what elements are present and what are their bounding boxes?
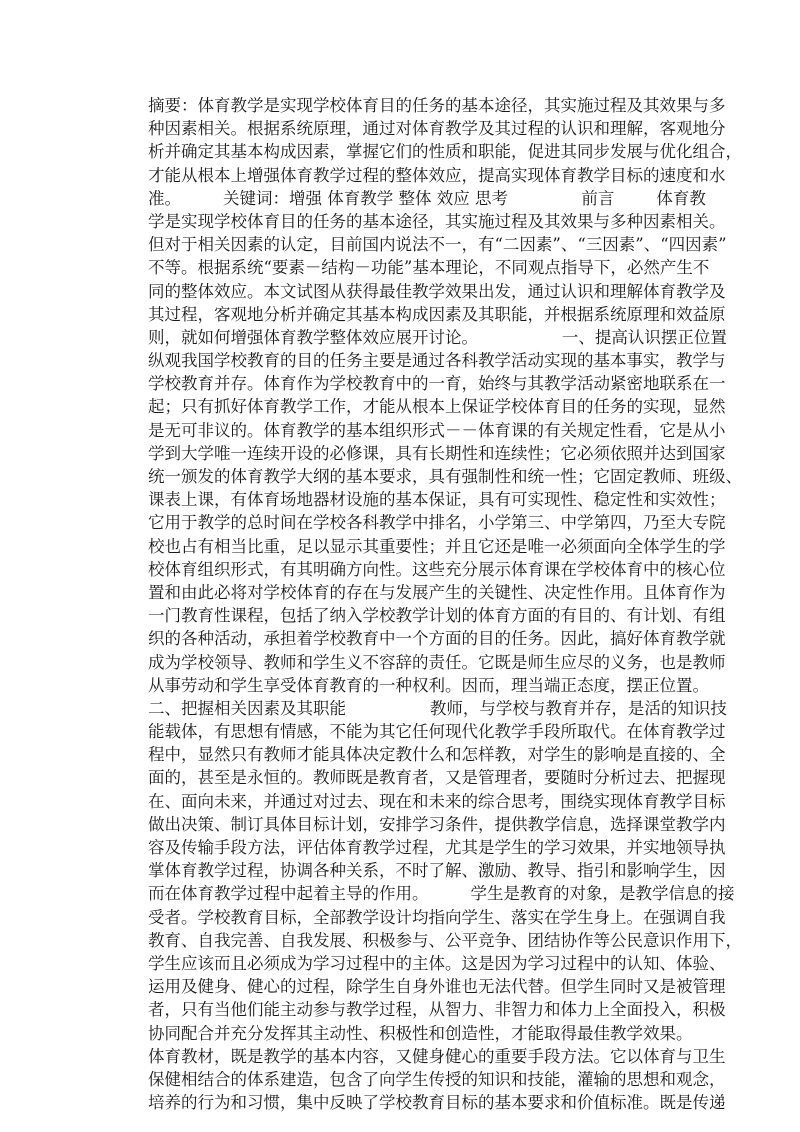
- text-line: 学生应该而且必须成为学习过程中的主体。这是因为学习过程中的认知、体验、: [148, 953, 726, 973]
- text-line: 受者。学校教育目标，全部教学设计均指向学生、落实在学生身上。在强调自我: [148, 907, 726, 927]
- text-line: 保健相结合的体系建造，包含了向学生传授的知识和技能，灌输的思想和观念，: [148, 1069, 726, 1089]
- text-line: 纵观我国学校教育的目的任务主要是通过各科教学活动实现的基本事实，教学与: [148, 351, 726, 371]
- text-line: 面的，甚至是永恒的。教师既是教育者，又是管理者，要随时分析过去、把握现: [148, 768, 726, 788]
- text-line: 准。 关键词：增强 体育教学 整体 效应 思考 前言 体育教: [148, 188, 706, 208]
- text-line: 培养的行为和习惯，集中反映了学校教育目标的基本要求和价值标准。既是传递: [148, 1093, 726, 1113]
- text-line: 成为学校领导、教师和学生义不容辞的责任。它既是师生应尽的义务，也是教师: [148, 652, 726, 672]
- text-line: 析并确定其基本构成因素，掌握它们的性质和职能，促进其同步发展与优化组合，: [148, 142, 742, 162]
- text-line: 才能从根本上增强体育教学过程的整体效应，提高实现体育教学目标的速度和水: [148, 165, 726, 185]
- text-line: 校体育组织形式，有其明确方向性。这些充分展示体育课在学校体育中的核心位: [148, 559, 726, 579]
- text-line: 能载体，有思想有情感，不能为其它任何现代化教学手段所取代。在体育教学过: [148, 722, 726, 742]
- text-line: 在、面向未来，并通过对过去、现在和未来的综合思考，围绕实现体育教学目标: [148, 791, 726, 811]
- text-line: 一门教育性课程，包括了纳入学校教学计划的体育方面的有目的、有计划、有组: [148, 606, 726, 626]
- text-line: 同的整体效应。本文试图从获得最佳教学效果出发，通过认识和理解体育教学及: [148, 281, 726, 301]
- text-line: 学校教育并存。体育作为学校教育中的一育，始终与其教学活动紧密地联系在一: [148, 374, 726, 394]
- text-line: 但对于相关因素的认定，目前国内说法不一，有“二因素”、“三因素”、“四因素”: [148, 235, 727, 255]
- text-line: 是无可非议的。体育教学的基本组织形式－－体育课的有关规定性看，它是从小: [148, 420, 726, 440]
- text-line: 课表上课，有体育场地器材设施的基本保证，具有可实现性、稳定性和实效性；: [148, 490, 726, 510]
- text-line: 不等。根据系统“要素－结构－功能”基本理论，不同观点指导下，必然产生不: [148, 258, 710, 278]
- text-line: 校也占有相当比重，足以显示其重要性；并且它还是唯一必须面向全体学生的学: [148, 536, 726, 556]
- text-line: 协同配合并充分发挥其主动性、积极性和创造性，才能取得最佳教学效果。: [148, 1023, 693, 1043]
- text-line: 则，就如何增强体育教学整体效应展开讨论。 一、提高认识摆正位置: [148, 327, 727, 347]
- text-line: 起；只有抓好体育教学工作，才能从根本上保证学校体育目的任务的实现，显然: [148, 397, 726, 417]
- text-line: 学是实现学校体育目的任务的基本途径，其实施过程及其效果与多种因素相关。: [148, 211, 726, 231]
- text-line: 容及传输手段方法，评估体育教学过程，尤其是学生的学习效果，并实地领导执: [148, 838, 726, 857]
- text-line: 统一颁发的体育教学大纲的基本要求，具有强制性和统一性；它固定教师、班级、: [148, 467, 742, 486]
- text-line: 它用于教学的总时间在学校各科教学中排名，小学第三、中学第四，乃至大专院: [148, 513, 726, 533]
- text-line: 从事劳动和学生享受体育教育的一种权利。因而，理当端正态度，摆正位置。: [148, 675, 709, 695]
- document-body: [148, 94, 742, 1114]
- text-line: 学到大学唯一连续开设的必修课，具有长期性和连续性；它必须依照并达到国家: [148, 443, 726, 463]
- text-line: 掌体育教学过程，协调各种关系，不时了解、激励、教导、指引和影响学生，因: [148, 861, 726, 881]
- text-line: 做出决策、制订具体目标计划，安排学习条件，提供教学信息，选择课堂教学内: [148, 814, 726, 834]
- text-line: 其过程，客观地分析并确定其基本构成因素及其职能，并根据系统原理和效益原: [148, 304, 726, 324]
- text-line: 而在体育教学过程中起着主导的作用。 学生是教育的对象，是教学信息的接: [148, 884, 735, 904]
- text-line: 程中，显然只有教师才能具体决定教什么和怎样教，对学生的影响是直接的、全: [148, 745, 726, 765]
- text-line: 置和由此必将对学校体育的存在与发展产生的关键性、决定性作用。且体育作为: [148, 582, 726, 602]
- text-line: 织的各种活动，承担着学校教育中一个方面的目的任务。因此，搞好体育教学就: [148, 629, 726, 649]
- text-line: 体育教材，既是教学的基本内容，又健身健心的重要手段方法。它以体育与卫生: [148, 1046, 726, 1066]
- text-line: 摘要：体育教学是实现学校体育目的任务的基本途径，其实施过程及其效果与多: [148, 96, 726, 115]
- text-line: 种因素相关。根据系统原理，通过对体育教学及其过程的认识和理解，客观地分: [148, 119, 726, 139]
- text-line: 运用及健身、健心的过程，除学生自身外谁也无法代替。但学生同时又是被管理: [148, 977, 726, 997]
- text-line: 二、把握相关因素及其职能 教师，与学校与教育并存，是活的知识技: [148, 698, 727, 718]
- text-line: 者，只有当他们能主动参与教学过程，从智力、非智力和体力上全面投入，积极: [148, 1000, 726, 1020]
- text-line: 教育、自我完善、自我发展、积极参与、公平竞争、团结协作等公民意识作用下，: [148, 930, 742, 950]
